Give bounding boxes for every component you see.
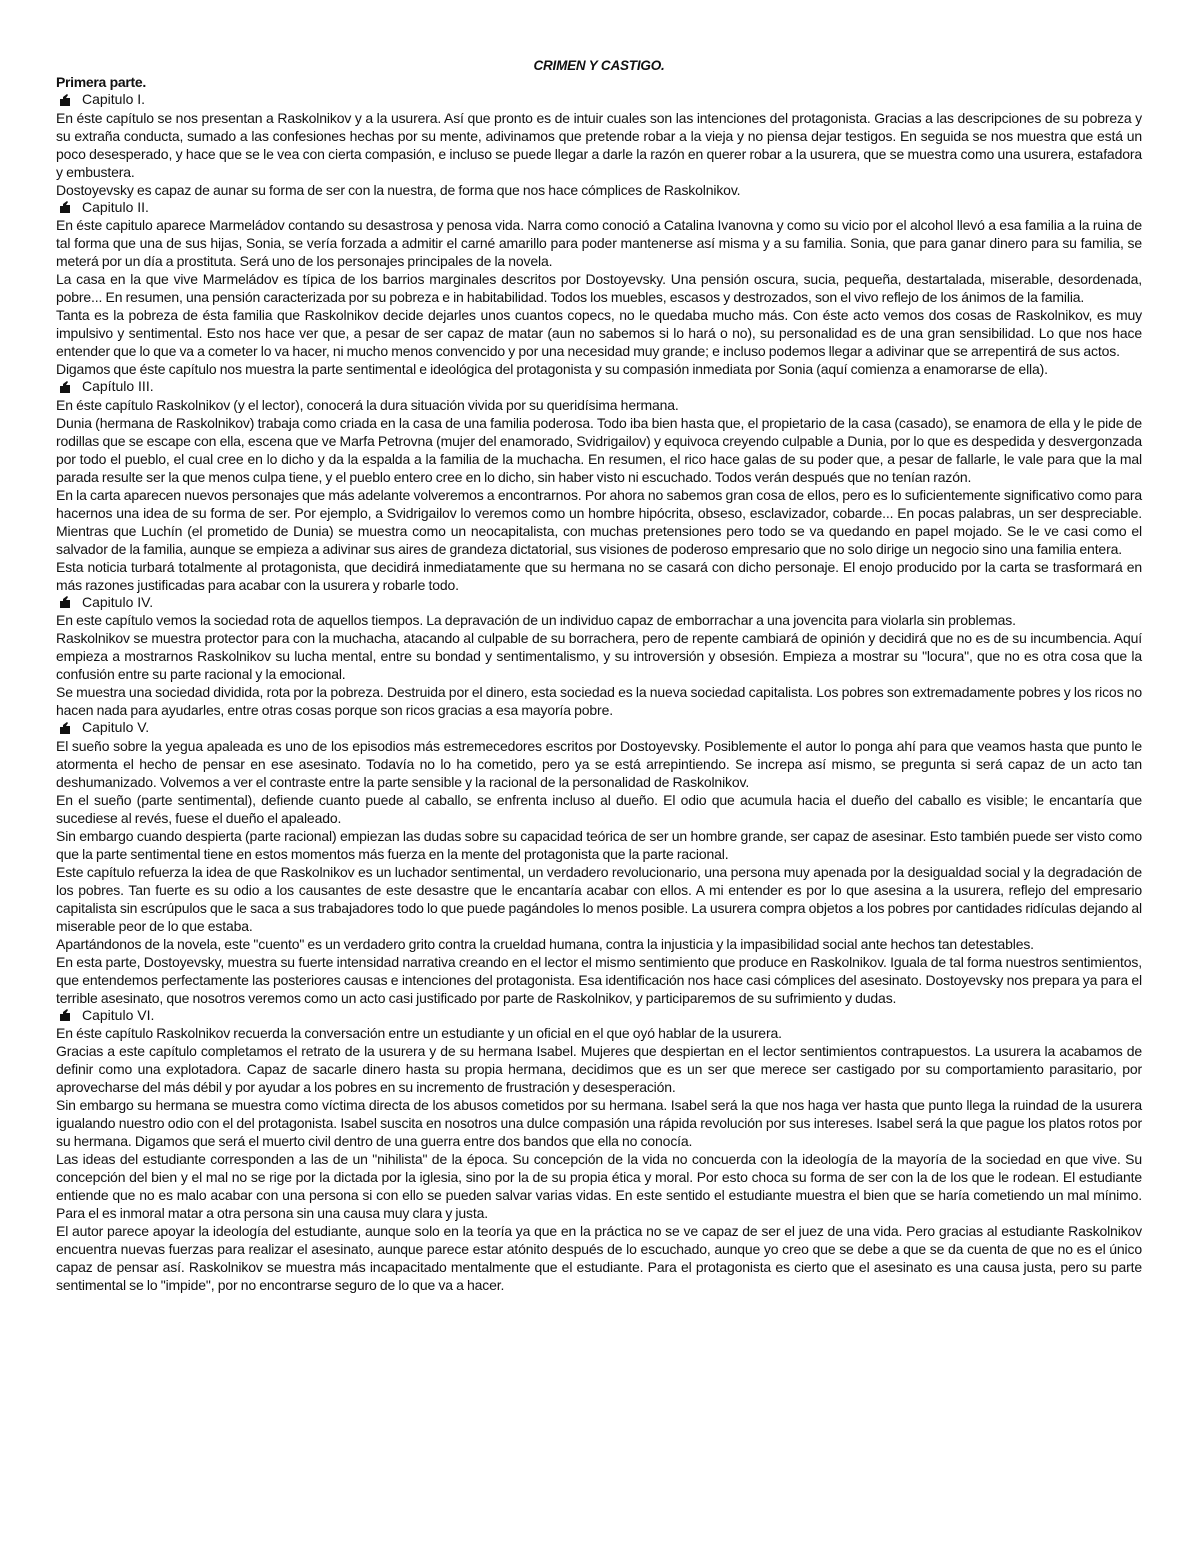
paragraph: La casa en la que vive Marmeládov es típica de los barrios marginales descritos por Dostoyevsky. Una pensión oscura, sucia, pequeña, destartalada, miserable, desordenada, pobre... En resumen, una pensión caracterizada por su pobreza e in habitabilidad. Todos los muebles, escasos y destrozados, son el vivo reflejo de los ánimos de la familia. [56,271,1142,305]
paragraph: Digamos que éste capítulo nos muestra la parte sentimental e ideológica del protagonista y su compasión inmediata por Sonia (aquí comienza a enamorarse de ella). [56,361,1048,377]
chapter-heading [56,199,1142,217]
paragraph: Este capítulo refuerza la idea de que Raskolnikov es un luchador sentimental, un verdadero revolucionario, una persona muy apenada por la desigualdad social y la degradación de los pobres. Tan fuerte es su odio a los causantes de este desastre que le encantaría acabar con ellos. A mi entender es por lo que asesina a la usurera, reflejo del empresario capitalista sin escrúpulos que le saca a sus trabajadores todo lo que puede pagándoles lo menos posible. La usurera compra objetos a los pobres por cantidades ridículas dejando al miserable peor de lo que estaba. [56,863,1142,934]
pointing-hand-icon [58,1008,72,1022]
chapter-section-5 [56,719,1142,1007]
document-page [56,57,1142,1294]
paragraph: En la carta aparecen nuevos personajes que más adelante volveremos a encontrarnos. Por ahora no sabemos gran cosa de ellos, pero es lo suficientemente significativo como para hacernos una idea de su forma de ser. Por ejemplo, a Svidrigailov lo veremos como un hombre hipócrita, obseso, esclavizador, cobarde... En pocas palabras, un ser despreciable. Mientras que Luchín (el prometido de Dunia) se muestra como un neocapitalista, con muchas pretensiones pero todo se va quedando en papel mojado. Se le ve casi como el salvador de la familia, aunque se empieza a adivinar sus aires de grandeza dictatorial, sus visiones de poderoso empresario que no solo dirige un negocio sino una familia entera. [56,486,1142,557]
chapter-heading [56,378,1142,396]
chapter-title: Capitulo V. [82,719,150,735]
paragraph: En éste capítulo se nos presentan a Raskolnikov y a la usurera. Así que pronto es de intuir cuales son las intenciones del protagonista. Gracias a las descripciones de su pobreza y su extraña conducta, sumado a las confesiones hechas por su mente, adivinamos que pretende robar a la vieja y no piensa dejar testigos. En seguida se nos muestra que está un poco desesperado, y hace que se le vea con cierta compasión, e incluso se puede llegar a darle la razón en querer robar a la usurera, que se muestra como una usurera, estafadora y embustera. [56,109,1142,180]
chapter-title: Capitulo VI. [82,1006,155,1023]
pointing-hand-icon [58,380,72,394]
chapter-heading [56,594,1142,612]
paragraph: Dunia (hermana de Raskolnikov) trabaja como criada en la casa de una familia poderosa. Todo iba bien hasta que, el propietario de la casa (casado), se enamora de ella y le pide de rodillas que se escape con ella, escena que ve Marfa Petrovna (mujer del enamorado, Svidrigailov) y equivoca creyendo culpable a Dunia, por lo que es despedida y desvergonzada por todo el pueblo, el cual cree en lo dicho y da la espalda a la familia de la muchacha. En resumen, el rico hace galas de su poder que, a pesar de fallarle, le vale para que la mal parada resulte ser la que menos culpa tiene, y el pueblo entero cree en lo dicho, sin haber visto ni escuchado. Todos verán después que no tenían razón. [56,414,1142,485]
paragraph: Esta noticia turbará totalmente al protagonista, que decidirá inmediatamente que su hermana no se casará con dicho personaje. El enojo producido por la carta se trasformará en más razones justificadas para acabar con la usurera y robarle todo. [56,558,1142,593]
paragraph: Sin embargo su hermana se muestra como víctima directa de los abusos cometidos por su hermana. Isabel será la que nos haga ver hasta que punto llega la ruindad de la usurera igualando nuestro odio con el del protagonista. Isabel suscita en nosotros una dulce compasión una rápida revolución por sus intereses. Isabel será la que pague los platos rotos por su hermana. Digamos que será el muerto civil dentro de una guerra entre dos bandos que ella no conocía. [56,1097,1142,1149]
chapter-title: Capítulo III. [82,378,154,394]
chapter-section-6 [56,1007,1142,1295]
chapter-heading [56,719,1142,737]
paragraph: Tanta es la pobreza de ésta familia que Raskolnikov decide dejarles unos cuantos copecs, no le quedaba mucho más. Con éste acto vemos dos cosas de Raskolnikov, es muy impulsivo y sentimental. Esto nos hace ver que, a pesar de ser capaz de matar (aun no sabemos si lo hará o no), su personalidad es de una gran sensibilidad. Lo que nos hace entender que lo que va a cometer lo va hacer, ni mucho menos convencido y por una necesidad muy grande; e incluso podemos llegar a adivinar que se arrepentirá de sus actos. [56,307,1142,359]
paragraph: Se muestra una sociedad dividida, rota por la pobreza. Destruida por el dinero, esta sociedad es la nueva sociedad capitalista. Los pobres son extremadamente pobres y los ricos no hacen nada para ayudarles, entre otras cosas porque son ricos gracias a esa mayoría pobre. [56,684,1142,718]
pointing-hand-icon [58,93,72,107]
paragraph: Las ideas del estudiante corresponden a las de un "nihilista" de la época. Su concepción de la vida no concuerda con la ideología de la mayoría de la sociedad en que vive. Su concepción del bien y el mal no se rige por la dictada por la iglesia, sino por la de su propia ética y moral. Por esto choca su forma de ser con la de los que le rodean. El estudiante entiende que no es malo acabar con una persona si con ello se pueden salvar varias vidas. En este sentido el estudiante muestra el bien que se haría cometiendo un mal mínimo. Para el es inmoral matar a otra persona sin una causa muy clara y justa. [56,1151,1142,1221]
chapter-heading [56,1007,1142,1025]
pointing-hand-icon [58,200,72,214]
paragraph: En éste capítulo Raskolnikov recuerda la conversación entre un estudiante y un oficial en el que oyó hablar de la usurera. [56,1025,782,1041]
paragraph: El sueño sobre la yegua apaleada es uno de los episodios más estremecedores escritos por Dostoyevsky. Posiblemente el autor lo ponga ahí para que veamos hasta que punto le atormenta el hecho de pensar en ese asesinato. Todavía no lo ha cometido, pero ya se está arrepintiendo. Se increpa así mismo, se pregunta si será capaz de un acto tan deshumanizado. Volvemos a ver el contraste entre la parte sensible y la racional de la personalidad de Raskolnikov. [56,737,1142,790]
pointing-hand-icon [58,721,72,735]
chapter-section-3 [56,378,1142,594]
chapter-title: Capitulo II. [82,198,149,215]
paragraph: En esta parte, Dostoyevsky, muestra su fuerte intensidad narrativa creando en el lector el mismo sentimiento que produce en Raskolnikov. Iguala de tal forma nuestros sentimientos, que entendemos perfectamente las posteriores causas e intenciones del protagonista. Esa identificación nos hace casi cómplices del asesinato. Dostoyevsky nos prepara ya para el terrible asesinato, que nosotros veremos como un acto casi justificado por parte de Raskolnikov, y participaremos de su sufrimiento y dudas. [56,953,1142,1006]
pointing-hand-icon [58,595,72,609]
paragraph: En éste capitulo aparece Marmeládov contando su desastrosa y penosa vida. Narra como conoció a Catalina Ivanovna y como su vicio por el alcohol llevó a esa familia a la ruina de tal forma que una de sus hijas, Sonia, se vería forzada a admitir el carné amarillo para poder mantenerse así misma y a su familia. Sonia, que para ganar dinero para su familia, se meterá por un día a prostituta. Será uno de los personajes principales de la novela. [56,217,1142,269]
document-title: CRIMEN Y CASTIGO. [533,58,665,73]
paragraph: El autor parece apoyar la ideología del estudiante, aunque solo en la teoría ya que en la práctica no se ve capaz de ser el juez de una vida. Pero gracias al estudiante Raskolnikov encuentra nuevas fuerzas para realizar el asesinato, aunque parece estar atónito después de lo escuchado, aunque yo creo que se debe a que se da cuenta de que no es el único capaz de pensar así. Raskolnikov se muestra más incapacitado mentalmente que el estudiante. Para el protagonista es cierto que el asesinato es una causa justa, pero su parte sentimental se lo "impide", por no encontrarse seguro de lo que va a hacer. [56,1223,1142,1293]
paragraph: En el sueño (parte sentimental), defiende cuanto puede al caballo, se enfrenta incluso al dueño. El odio que acumula hacia el dueño del caballo es visible; le encantaría que sucediese al revés, fuese el dueño el apaleado. [56,791,1142,826]
part-title: Primera parte. [56,74,146,90]
paragraph: Apartándonos de la novela, este "cuento" es un verdadero grito contra la crueldad humana, contra la injusticia y la impasibilidad social ante hechos tan detestables. [56,935,1034,952]
paragraph: Raskolnikov se muestra protector para con la muchacha, atacando al culpable de su borrachera, pero de repente cambiará de opinión y decidirá que no es de su incumbencia. Aquí empieza a mostrarnos Raskolnikov su lucha mental, entre su bondad y sentimentalismo, y su introversión y obsesión. Empieza a mostrar su "locura", que no es otra cosa que la confusión entre su parte racional y la emocional. [56,630,1142,682]
chapter-section-2 [56,199,1142,379]
chapter-title: Capitulo IV. [82,593,154,610]
paragraph: Gracias a este capítulo completamos el retrato de la usurera y de su hermana Isabel. Mujeres que despiertan en el lector sentimientos contrapuestos. La usurera la acabamos de definir como una explotadora. Capaz de sacarle dinero hasta su propia hermana, decidimos que es un ser que merece ser castigado por su comportamiento parasitario, por aprovecharse del más débil y por ayudar a los pobres en su incremento de frustración y desesperación. [56,1043,1142,1095]
paragraph: En éste capítulo Raskolnikov (y el lector), conocerá la dura situación vivida por su queridísima hermana. [56,396,679,413]
paragraph: Sin embargo cuando despierta (parte racional) empiezan las dudas sobre su capacidad teórica de ser un hombre grande, ser capaz de asesinar. Esto también puede ser visto como que la parte sentimental tiene en estos momentos más fuerza en la mente del protagonista que la parte racional. [56,827,1142,862]
chapter-section-1 [56,91,1142,199]
chapter-heading [56,91,1142,109]
paragraph: Dostoyevsky es capaz de aunar su forma de ser con la nuestra, de forma que nos hace cómplices de Raskolnikov. [56,181,741,198]
chapter-title: Capitulo I. [82,91,146,107]
chapter-section-4 [56,594,1142,720]
paragraph: En este capítulo vemos la sociedad rota de aquellos tiempos. La depravación de un individuo capaz de emborrachar a una jovencita para violarla sin problemas. [56,612,1016,628]
